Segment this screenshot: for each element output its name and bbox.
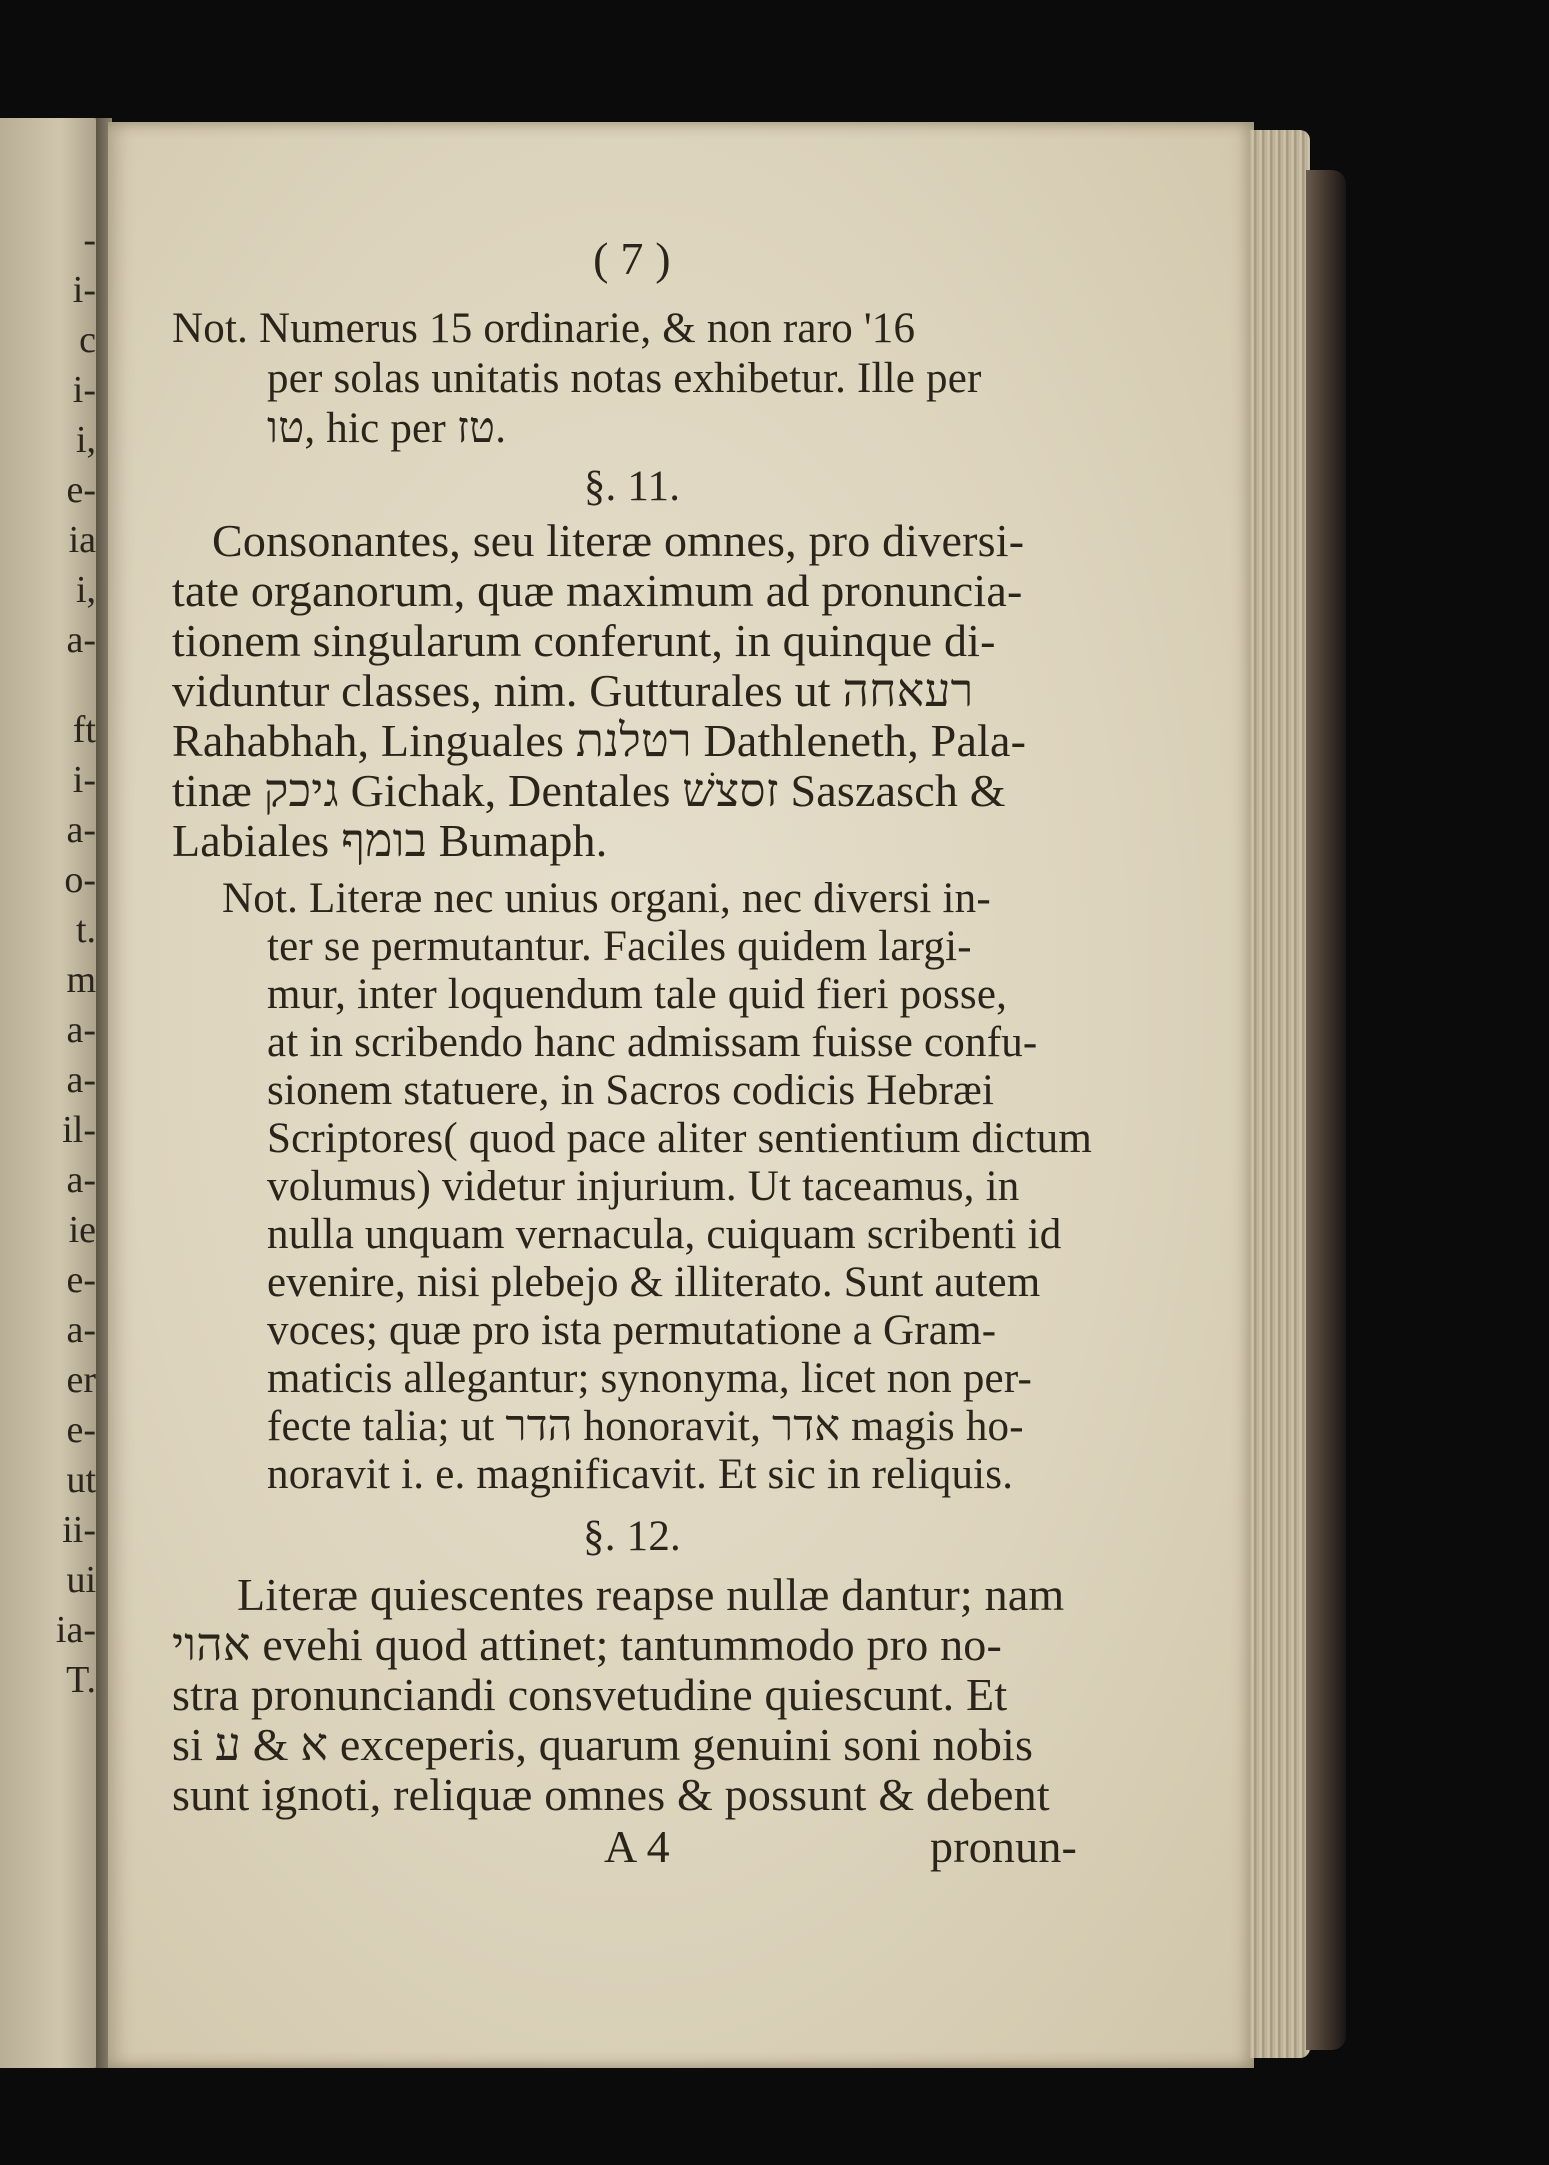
left-page-fragment: i, [75,569,96,611]
section-heading: §. 11. [583,463,681,510]
left-page-fragment: ut [66,1459,96,1501]
left-page-fragment: c [79,319,96,361]
left-page-fragment: i- [72,369,96,411]
left-page-fragment: ia- [55,1609,96,1651]
note2-line: maticis allegantur; synonyma, licet non per- [267,1355,1032,1402]
section11-line: tionem singularum conferunt, in quinque di- [172,615,996,666]
section12-line: אהוי evehi quod attinet; tantummodo pro no- [172,1619,1003,1670]
left-page-fragment: e- [66,469,96,511]
left-page-fragment: a- [66,809,96,851]
section12-line: si א & ע exceperis, quarum genuini soni nobis [172,1719,1034,1770]
left-page-fragment: a- [66,1309,96,1351]
note1-line: טו, hic per טז. [267,405,507,452]
left-page-fragment: i- [72,269,96,311]
section11-line: Rahabhah, Linguales רטלנת Dathleneth, Pala- [172,715,1027,766]
left-page-fragment: a- [66,1059,96,1101]
left-page-fragment: - [83,219,96,261]
note2-line: noravit i. e. magnificavit. Et sic in reliquis. [267,1451,1014,1498]
left-page-fragment: t. [75,909,96,951]
note2-line: nulla unquam vernacula, cuiquam scribenti id [267,1211,1062,1258]
note1-line: Not. Numerus 15 ordinarie, & non raro '16 [172,305,916,352]
signature-mark: A 4 [604,1821,670,1872]
left-page-fragment: ui [66,1559,96,1601]
left-page-fragment: o- [64,859,96,901]
left-page-fragment: ia [68,519,96,561]
note2-line: Not. Literæ nec unius organi, nec diversi in- [222,875,991,922]
section12-line: stra pronunciandi consvetudine quiescunt. Et [172,1669,1008,1720]
left-page-fragment: a- [66,1159,96,1201]
left-page-fragment: ii- [62,1509,96,1551]
catchword: pronun- [930,1821,1078,1872]
note1-line: per solas unitatis notas exhibetur. Ille per [267,355,982,402]
section12-line: Literæ quiescentes reapse nullæ dantur; nam [237,1569,1065,1620]
note2-line: ter se permutantur. Faciles quidem largi- [267,923,972,970]
left-page-fragment: e- [66,1409,96,1451]
left-page-edge [0,118,100,2068]
left-page-fragment: e- [66,1259,96,1301]
left-page-fragment: i- [72,759,96,801]
note2-line: sionem statuere, in Sacros codicis Hebræi [267,1067,995,1114]
left-page-fragment: m [66,959,96,1001]
note2-line: Scriptores( quod pace aliter sentientium dictum [267,1115,1092,1162]
note2-line: mur, inter loquendum tale quid fieri posse, [267,971,1008,1018]
left-page-fragment: a- [66,619,96,661]
section11-line: viduntur classes, nim. Gutturales ut רעאחה [172,665,974,716]
page-edges [1250,130,1310,2058]
section-heading: §. 12. [583,1513,681,1560]
left-page-fragment: il- [62,1109,96,1151]
note2-line: evenire, nisi plebejo & illiterato. Sunt autem [267,1259,1041,1306]
page-number: ( 7 ) [593,233,671,284]
left-page-fragment: ie [68,1209,96,1251]
note2-line: volumus) videtur injurium. Ut taceamus, in [267,1163,1020,1210]
left-page-fragment: T. [66,1659,96,1701]
book-cover-edge [1306,170,1346,2050]
note2-line: fecte talia; ut הדר honoravit, אדר magis ho- [267,1403,1024,1450]
left-page-fragment: ft [72,709,96,751]
section12-line: sunt ignoti, reliquæ omnes & possunt & debent [172,1769,1050,1820]
left-page-fragment: a- [66,1009,96,1051]
left-page-fragment: er [66,1359,96,1401]
section11-line: tinæ גיכק Gichak, Dentales זסצשׁ Saszasch & [172,765,1006,816]
note2-line: at in scribendo hanc admissam fuisse confu- [267,1019,1038,1066]
left-page-fragment: i, [75,419,96,461]
section11-line: tate organorum, quæ maximum ad pronuncia- [172,565,1023,616]
section11-line: Labiales בומף Bumaph. [172,815,608,866]
note2-line: voces; quæ pro ista permutatione a Gram- [267,1307,997,1354]
section11-line: Consonantes, seu literæ omnes, pro diversi- [212,515,1025,566]
